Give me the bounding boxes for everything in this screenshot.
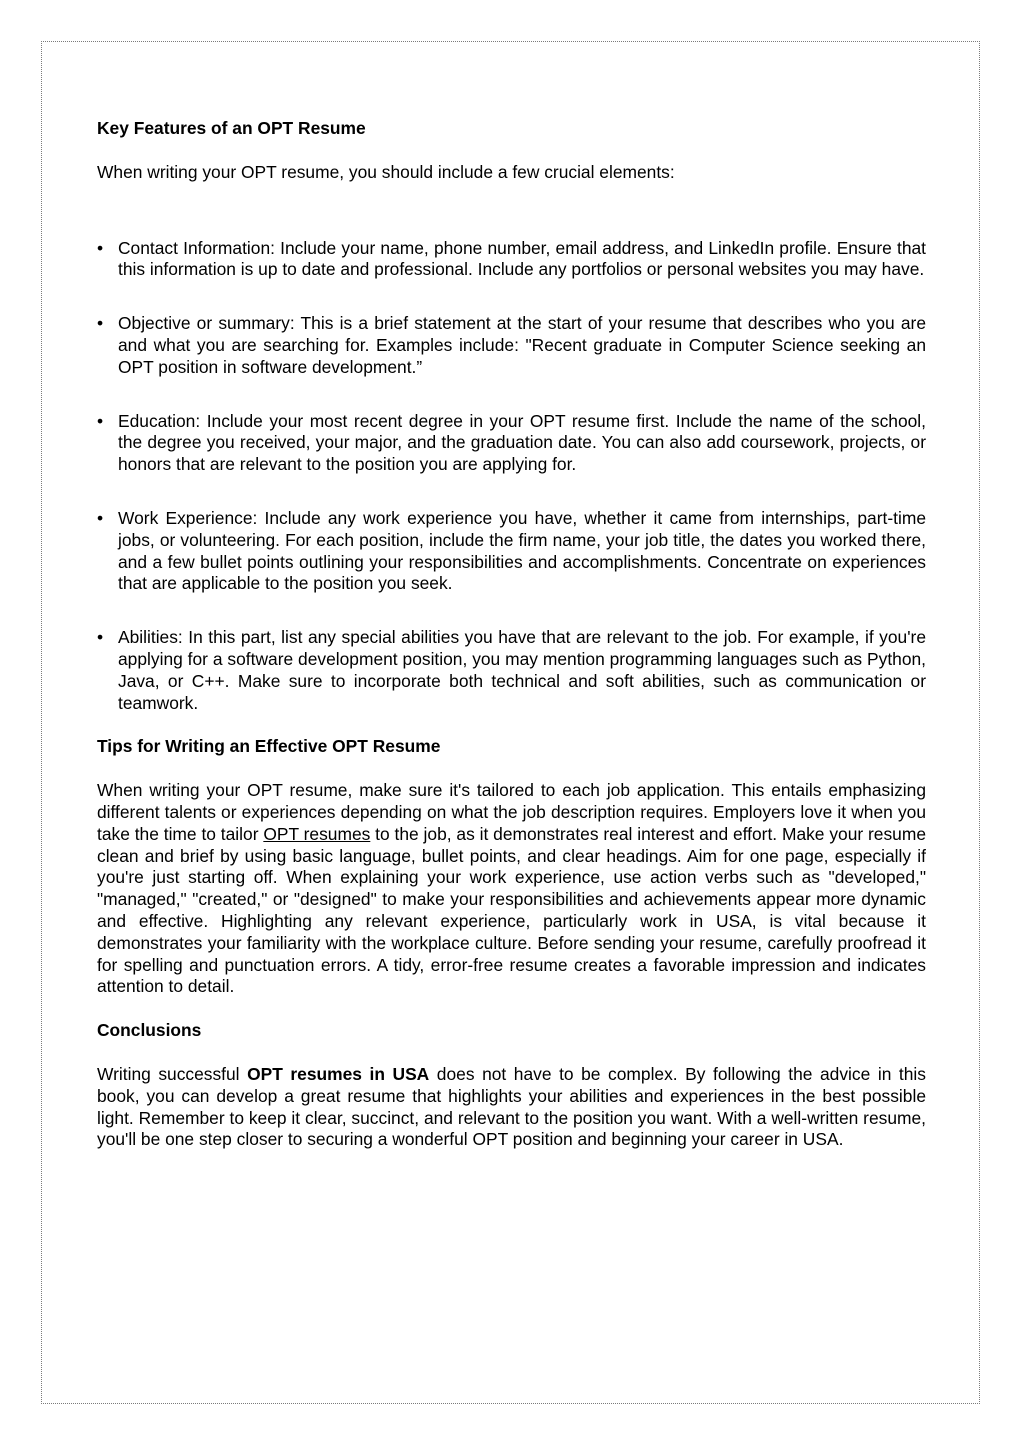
list-item-text: Abilities: In this part, list any special abilities you have that are relevant to the job. For example, if you're applying for a software development position, you may mention programming languages such as Python, Java, or C++. Make sure to incorporate both technical and soft abilities, such as communication or teamwork. [118,627,926,713]
list-item-work-experience [97,508,926,595]
opt-resumes-link[interactable]: OPT resumes [263,823,371,844]
list-item-text: Education: Include your most recent degree in your OPT resume first. Include the name of the school, the degree you received, your major, and the graduation date. You can also add coursework, projects, or honors that are relevant to the position you are applying for. [118,410,926,475]
bullet-icon: • [97,410,104,431]
tips-text-after-link: to the job, as it demonstrates real interest and effort. Make your resume clean and brief by using basic language, bullet points, and clear headings. Aim for one page, especially if you're just starting off. When explaining your work experience, use action verbs such as "developed," "managed," "created," or "designed" to make your responsibilities and achievements appear more dynamic and effective. Highlighting any relevant experience, particularly work in USA, is vital because it demonstrates your familiarity with the workplace culture. Before sending your resume, carefully proofread it for spelling and punctuation errors. A tidy, error-free resume creates a favorable impression and indicates attention to detail. [97,823,926,997]
list-item-text: Objective or summary: This is a brief statement at the start of your resume that describes who you are and what you are searching for. Examples include: "Recent graduate in Computer Science seeking an OPT position in software development.” [118,313,926,377]
list-item-text: Contact Information: Include your name, phone number, email address, and LinkedIn profile. Ensure that this information is up to date and professional. Include any portfolios or personal websites you may have. [118,237,926,280]
bullet-icon: • [97,313,104,334]
list-item-objective [97,313,926,378]
features-list [97,238,926,715]
list-item-education [97,411,926,476]
heading-conclusions: Conclusions [97,1020,202,1041]
list-item-abilities [97,627,926,714]
conclusion-text-after-bold: does not have to be complex. By following the advice in this book, you can develop a great resume that highlights your abilities and experiences in the best possible light. Remember to keep it clear, succinct, and relevant to the position you want. With a well-written resume, you'll be one step closer to securing a wonderful OPT position and beginning your career in USA. [97,1063,926,1150]
list-item-text: Work Experience: Include any work experience you have, whether it came from internships, part-time jobs, or volunteering. For each position, include the firm name, your job title, the dates you worked there, and a few bullet points outlining your responsibilities and accomplishments. Concentrate on experiences that are applicable to the position you seek. [118,507,926,594]
tips-paragraph [97,780,926,998]
intro-paragraph: When writing your OPT resume, you should include a few crucial elements: [97,161,675,182]
bullet-icon: • [97,237,104,258]
list-item-contact [97,238,926,282]
conclusion-bold-phrase: OPT resumes in USA [247,1063,430,1084]
bullet-icon: • [97,627,104,648]
heading-key-features: Key Features of an OPT Resume [97,118,366,138]
document-body [97,118,926,1151]
conclusion-text-before-bold: Writing successful [97,1063,248,1084]
bullet-icon: • [97,507,104,528]
tips-text-before-link: When writing your OPT resume, make sure it's tailored to each job application. This entails emphasizing different talents or experiences depending on what the job description requires. Employers love it when you take the time to tailor [97,780,926,844]
heading-tips: Tips for Writing an Effective OPT Resume [97,736,441,757]
conclusion-paragraph [97,1064,926,1151]
